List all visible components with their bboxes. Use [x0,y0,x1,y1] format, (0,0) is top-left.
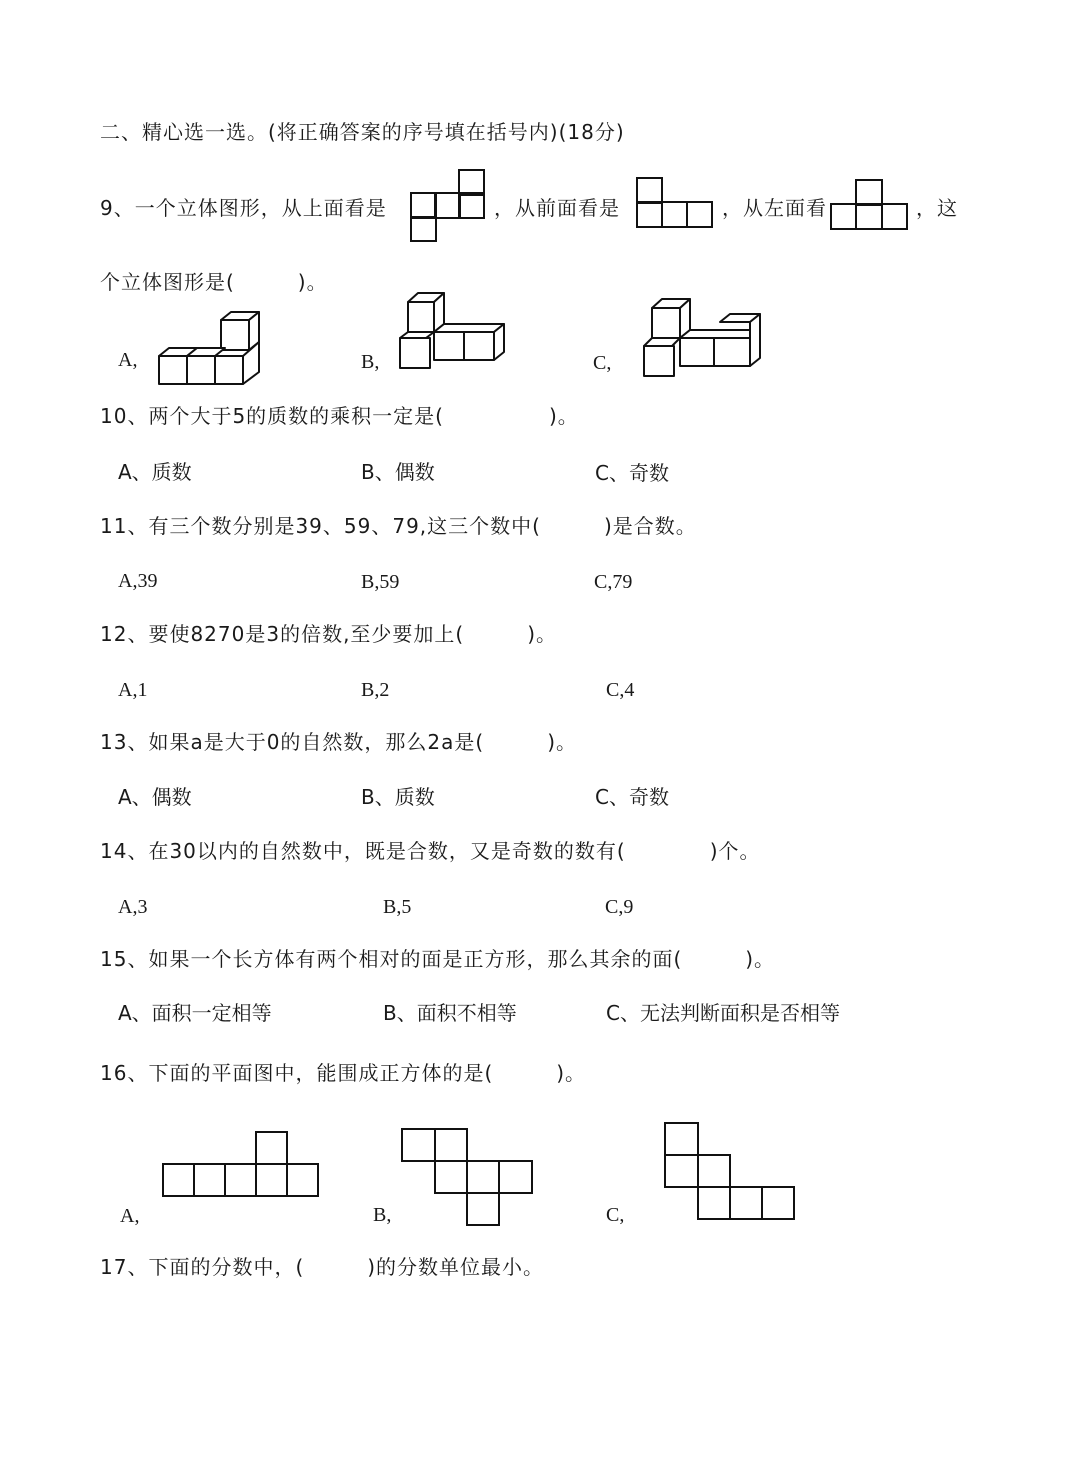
q15-option-a: A、面积一定相等 [118,1001,272,1025]
section-title: 二、精心选一选。(将正确答案的序号填在括号内)(18分) [100,120,625,144]
q11-text: 11、有三个数分别是39、59、79,这三个数中( )是合数。 [100,514,697,538]
net-a-figure [160,1128,324,1200]
q10-option-b: B、偶数 [361,460,435,484]
q10-option-a: A、质数 [118,460,192,484]
q13-option-b: B、质数 [361,785,435,809]
q9-text-4: ，这 [916,196,958,220]
q16-text: 16、下面的平面图中，能围成正方体的是( )。 [100,1061,587,1085]
q16-option-c: C, [606,1204,625,1226]
top-view-icon [410,168,486,242]
q11-option-b: B,59 [361,571,400,593]
q14-option-b: B,5 [383,896,412,918]
q15-option-b: B、面积不相等 [383,1001,517,1025]
q13-option-c: C、奇数 [595,785,669,809]
q10-option-c: C、奇数 [595,461,669,485]
solid-b-figure [396,290,511,374]
q15-option-c: C、无法判断面积是否相等 [606,1001,840,1025]
q9-option-b: B, [361,351,380,373]
q12-option-a: A,1 [118,679,148,701]
net-c-figure [662,1120,798,1222]
solid-c-figure [640,296,765,380]
q11-option-a: A,39 [118,570,158,592]
q14-option-c: C,9 [605,896,634,918]
front-view-icon [636,176,714,230]
q13-text: 13、如果a是大于0的自然数，那么2a是( )。 [100,730,578,754]
q9-text-1: 9、一个立体图形，从上面看是 [100,196,387,220]
q11-option-c: C,79 [594,571,633,593]
left-view-icon [830,178,910,232]
q12-text: 12、要使8270是3的倍数,至少要加上( )。 [100,622,558,646]
q9-option-c: C, [593,352,612,374]
q14-text: 14、在30以内的自然数中，既是合数，又是奇数的数有( )个。 [100,839,761,863]
q10-text: 10、两个大于5的质数的乘积一定是( )。 [100,404,579,428]
q16-option-a: A, [120,1205,140,1227]
q15-text: 15、如果一个长方体有两个相对的面是正方形，那么其余的面( )。 [100,947,776,971]
q12-option-b: B,2 [361,679,390,701]
q9-text-3: ，从左面看 [722,196,827,220]
q13-option-a: A、偶数 [118,785,192,809]
solid-a-figure [155,310,265,390]
q12-option-c: C,4 [606,679,635,701]
q17-text: 17、下面的分数中，( )的分数单位最小。 [100,1255,545,1279]
q9-text-2: ，从前面看是 [494,196,620,220]
q16-option-b: B, [373,1204,392,1226]
q9-option-a: A, [118,349,138,371]
net-b-figure [400,1126,538,1228]
q9-line2: 个立体图形是( )。 [100,270,328,294]
q14-option-a: A,3 [118,896,148,918]
